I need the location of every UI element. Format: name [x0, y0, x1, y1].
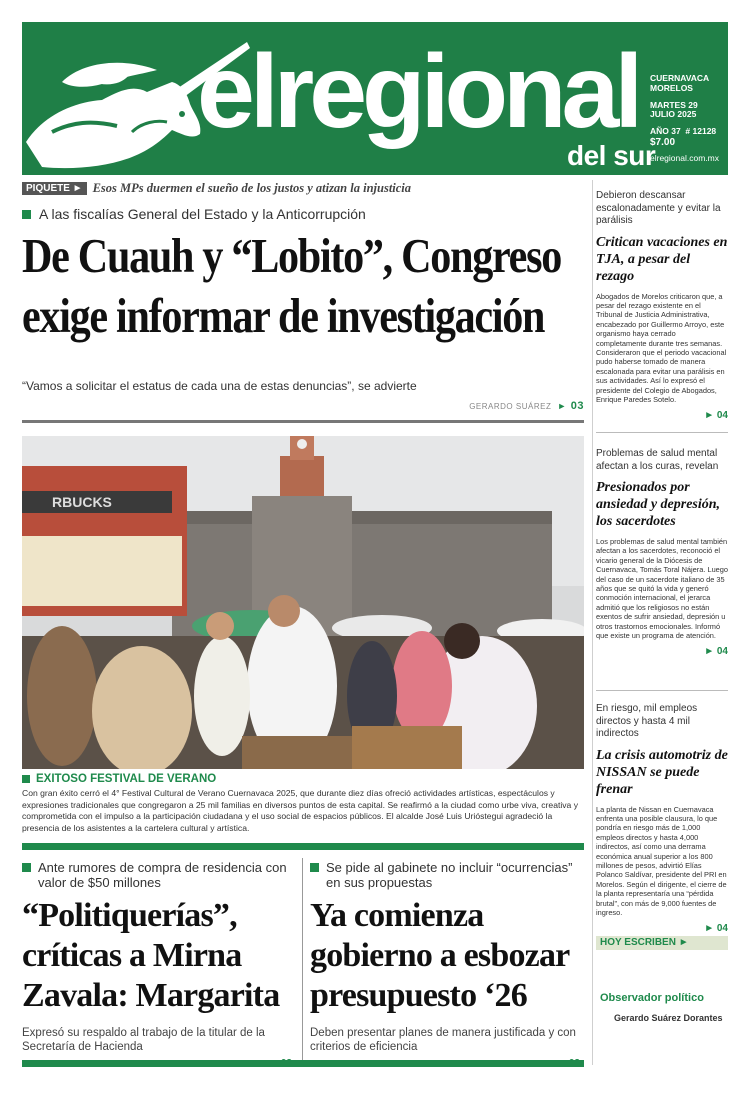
sidebar-separator — [596, 432, 728, 433]
caption-text: Con gran éxito cerró el 4° Festival Cultural de Verano Cuernavaca 2025, que durante diez días ofreció actividades artísticas, espectáculos y expresiones tradicionales que congregaron a 25 mil familias en diversos puntos de esta capital. Se reafirmó a la ciudad como urbe viva, creativa y comprometida con el impulso a la participación ciudadana y el uso social de espacios públicos. El alcalde José Luis Urióstegui agradeció la presencia de los asistentes a la cartelera cultural y artística. — [22, 788, 579, 833]
lead-kicker: A las fiscalías General del Estado y la Anticorrupción — [22, 206, 366, 222]
sidebar-story-nissan[interactable] — [596, 703, 728, 934]
bullet-square-icon — [22, 775, 30, 783]
masthead-info — [650, 74, 728, 164]
city: CUERNAVACA — [650, 73, 710, 83]
sidebar-body: Abogados de Morelos criticaron que, a pesar del rezago existente en el Tribunal de Justicia Administrativa, encabezado por Guillermo Arroyo, este organismo haya cerrado completamente durante tres semanas. Consideraron que el periodo vacacional pudo haberse tomado de manera escalonada para evitar una parálisis en sus actividades. Así lo expresó el presidente del Colegio de Abogados, Enrique Paredes Sotelo. — [596, 291, 727, 404]
sidebar-story-tja[interactable] — [596, 190, 728, 421]
story-presupuesto[interactable] — [310, 860, 580, 1069]
website-url: elregional.com.mx — [650, 153, 719, 164]
page-jump[interactable]: ► 04 — [704, 923, 728, 935]
page-jump[interactable]: 03 — [570, 400, 584, 412]
state: MORELOS — [650, 82, 693, 93]
date-month: JULIO 2025 — [650, 109, 697, 120]
opinion-column-author: Gerardo Suárez Dorantes — [614, 1013, 723, 1023]
lead-subline: “Vamos a solicitar el estatus de cada una de estas denuncias”, se advierte — [22, 379, 417, 393]
sidebar-body: Los problemas de salud mental también afectan a los sacerdotes, reconoció el vicario general de la Diócesis de Cuernavaca, Tomás Toral Nájera. Luego del caso de un sacerdote italiano de 35 años que se quitó la vida y generó conmoción internacional, el jerarca admitió que los religiosos no están exentos de sufrir ansiedad, depresión u otros trastornos emocionales. Informó que existe un programa de atención. — [596, 537, 729, 641]
sidebar-kicker: En riesgo, mil empleos directos y hasta 4 mil indirectos — [596, 703, 698, 739]
sidebar-headline: La crisis automotriz de NISSAN se puede frenar — [596, 747, 728, 797]
masthead — [22, 22, 728, 175]
piquete-tag: PIQUETE ► — [22, 182, 87, 195]
hoy-escriben-label: HOY ESCRIBEN ► — [596, 936, 728, 950]
sidebar-body: La planta de Nissan en Cuernavaca enfrenta una posible clausura, lo que pondría en riesgo más de 1,000 empleos directos y hasta 4,000 indirectos, así como una derrama económica anual superior a los 800 millones de pesos, advirtió Elías Polanco Saldívar, presidente del PRI en Morelos. Según el dirigente, el cierre de la planta representaría una “pérdida brutal”, con más de 9,000 fuentes de ingreso. — [596, 804, 727, 917]
green-divider-bottom — [22, 1060, 584, 1067]
sidebar-kicker: Debieron descansar escalonadamente y evitar la parálisis — [596, 190, 721, 226]
masthead-title: elregional — [197, 34, 639, 150]
sidebar-separator — [596, 690, 728, 691]
story-kicker: Se pide al gabinete no incluir “ocurrencias” en sus propuestas — [310, 860, 580, 890]
green-divider — [22, 843, 584, 850]
sidebar-headline: Presionados por ansiedad y depresión, los sacerdotes — [596, 480, 721, 529]
sidebar-headline: Critican vacaciones en TJA, a pesar del rezago — [596, 234, 728, 284]
page-jump[interactable]: ► 04 — [704, 646, 728, 658]
sidebar-kicker: Problemas de salud mental afectan a los curas, revelan — [596, 448, 719, 472]
storefront-sign: RBUCKS — [52, 494, 112, 510]
price: $7.00 — [650, 136, 676, 148]
lead-byline: GERARDO SUÁREZ ► 03 — [469, 400, 584, 412]
story-dek: Expresó su respaldo al trabajo de la titular de la Secretaría de Hacienda — [22, 1027, 265, 1053]
caption-head: EXITOSO FESTIVAL DE VERANO — [22, 773, 216, 785]
piquete-text: Esos MPs duermen el sueño de los justos y atizan la injusticia — [92, 180, 412, 195]
masthead-subtitle: del sur — [567, 140, 656, 171]
bullet-square-icon — [310, 863, 319, 872]
story-dek: Deben presentar planes de manera justificada y con criterios de eficiencia — [310, 1027, 576, 1053]
arrow-right-icon: ► — [557, 401, 567, 411]
sidebar-divider — [592, 180, 593, 1065]
column-divider — [302, 858, 303, 1063]
story-headline: Ya comienza gobierno a esbozar presupuesto ‘26 — [310, 897, 570, 1014]
bullet-square-icon — [22, 210, 31, 219]
festival-photo — [22, 436, 584, 769]
story-kicker: Ante rumores de compra de residencia con valor de $50 millones — [22, 860, 292, 890]
sidebar-story-sacerdotes[interactable] — [596, 448, 728, 657]
lead-headline[interactable]: De Cuauh y “Lobito”, Congreso exige informar de investigación — [22, 228, 561, 343]
date-day: MARTES 29 — [650, 99, 698, 110]
page-jump[interactable]: ► 04 — [704, 410, 728, 422]
opinion-column-title[interactable]: Observador político — [600, 992, 704, 1004]
divider — [22, 420, 584, 423]
bullet-square-icon — [22, 863, 31, 872]
story-politiquerias[interactable] — [22, 860, 292, 1069]
festival-scene-image — [22, 436, 584, 769]
edition-number: AÑO 37 # 12128 — [650, 126, 717, 137]
piquete-bar — [22, 180, 584, 196]
story-headline: “Politiquerías”, críticas a Mirna Zavala: Margarita — [22, 897, 280, 1014]
